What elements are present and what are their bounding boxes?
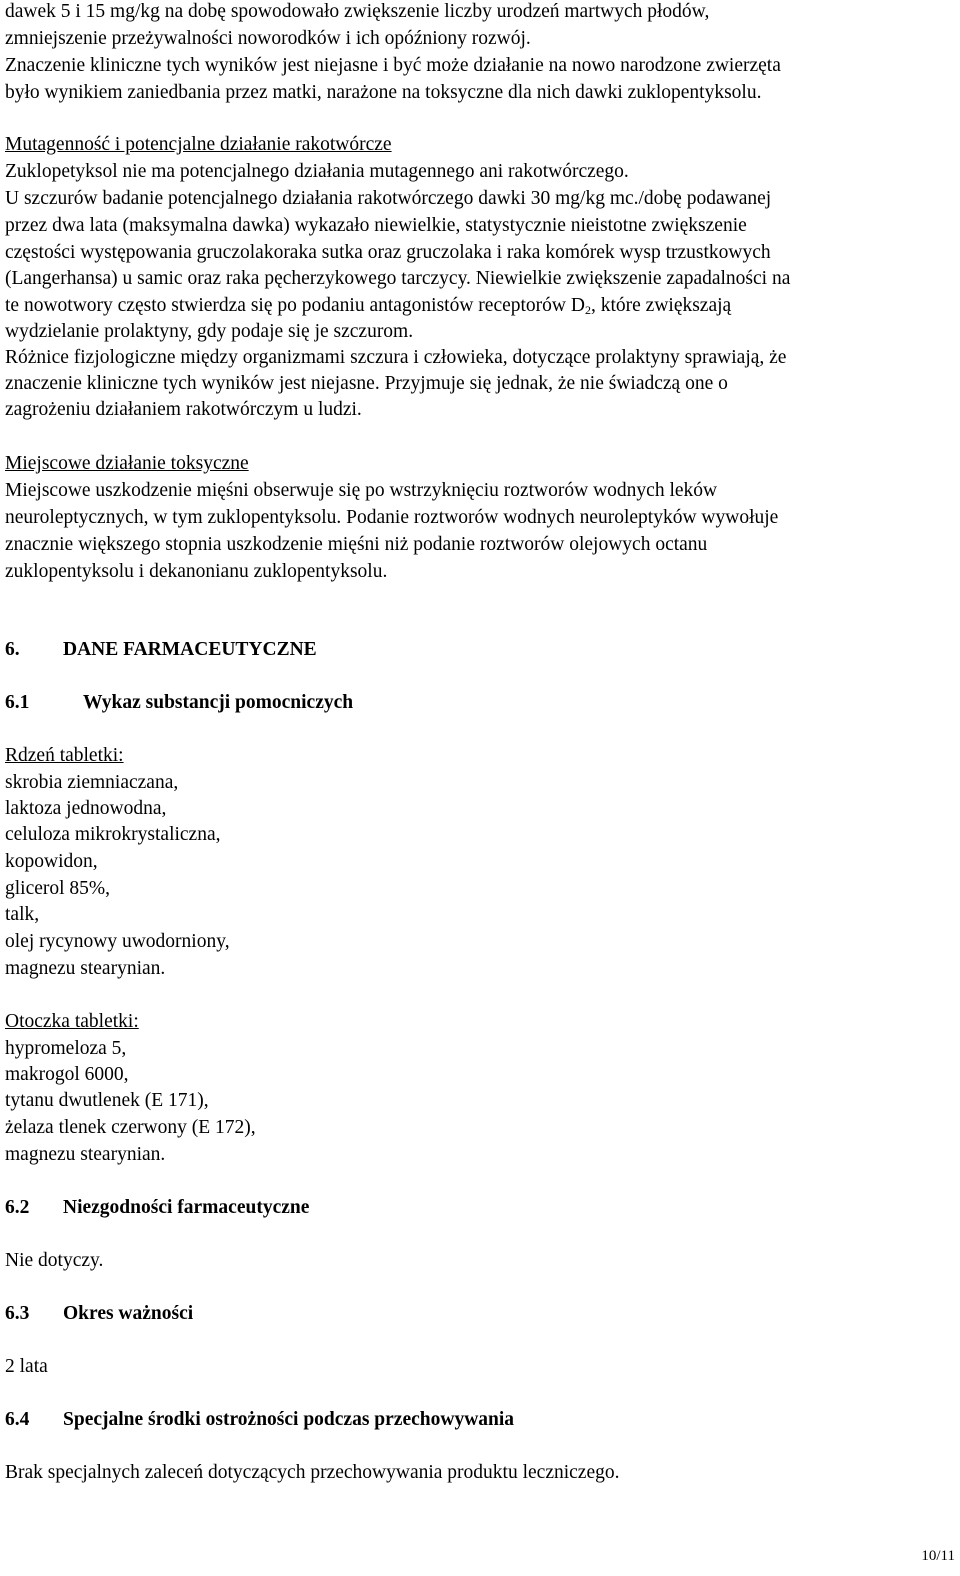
section-63-heading: [5, 1300, 193, 1327]
mutagenicity-line-2: U szczurów badanie potencjalnego działania rakotwórczego dawki 30 mg/kg mc./dobę podawanej: [5, 188, 772, 209]
section-62-text: Nie dotyczy.: [5, 1250, 104, 1271]
coating-heading: Otoczka tabletki:: [5, 1011, 139, 1032]
core-item: skrobia ziemniaczana,: [5, 772, 179, 793]
section-61-title: Wykaz substancji pomocniczych: [83, 692, 354, 713]
core-item: talk,: [5, 904, 40, 925]
section-64-title: Specjalne środki ostrożności podczas przechowywania: [63, 1409, 515, 1430]
core-item: olej rycynowy uwodorniony,: [5, 931, 230, 952]
section-64-text: Brak specjalnych zaleceń dotyczących przechowywania produktu leczniczego.: [5, 1462, 620, 1483]
core-item: glicerol 85%,: [5, 878, 111, 899]
section-6-heading: [5, 636, 317, 663]
coating-item: hypromeloza 5,: [5, 1038, 127, 1059]
section-62-heading: [5, 1194, 309, 1221]
mutagenicity-line-6-tail: , które zwiększają: [590, 295, 732, 316]
mutagenicity-line-3: przez dwa lata (maksymalna dawka) wykazało niewielkie, statystycznie nieistotne zwiększenie: [5, 215, 747, 236]
section-61-heading: [5, 689, 353, 716]
local-toxicity-line-3: znacznie większego stopnia uszkodzenie mięśni niż podanie roztworów olejowych octanu: [5, 534, 708, 555]
section-6-number: 6.: [5, 639, 20, 660]
core-item: kopowidon,: [5, 851, 98, 872]
local-toxicity-line-4: zuklopentyksolu i dekanonianu zuklopentyksolu.: [5, 561, 388, 582]
mutagenicity-line-7: wydzielanie prolaktyny, gdy podaje się je szczurom.: [5, 321, 414, 342]
section-64-number: 6.4: [5, 1409, 30, 1430]
section-62-number: 6.2: [5, 1197, 30, 1218]
section-62-title: Niezgodności farmaceutyczne: [63, 1197, 310, 1218]
subscript: 2: [584, 303, 591, 317]
local-toxicity-heading: Miejscowe działanie toksyczne: [5, 453, 249, 474]
mutagenicity-line-4: częstości występowania gruczolakoraka sutka oraz gruczolaka i raka komórek wysp trzustkowych: [5, 242, 771, 263]
mutagenicity-line-10: zagrożeniu działaniem rakotwórczym u ludzi.: [5, 399, 362, 420]
intro-line-3: Znaczenie kliniczne tych wyników jest niejasne i być może działanie na nowo narodzone zwierzęta: [5, 55, 781, 76]
core-item: celuloza mikrokrystaliczna,: [5, 824, 221, 845]
core-item: magnezu stearynian.: [5, 958, 166, 979]
local-toxicity-line-1: Miejscowe uszkodzenie mięśni obserwuje się po wstrzyknięciu roztworów wodnych leków: [5, 480, 718, 501]
intro-line-1: dawek 5 i 15 mg/kg na dobę spowodowało zwiększenie liczby urodzeń martwych płodów,: [5, 1, 710, 22]
section-6-title: DANE FARMACEUTYCZNE: [63, 639, 317, 660]
mutagenicity-line-8: Różnice fizjologiczne między organizmami szczura i człowieka, dotyczące prolaktyny sprawiają, że: [5, 347, 787, 368]
core-item: laktoza jednowodna,: [5, 798, 167, 819]
section-61-number: 6.1: [5, 692, 30, 713]
section-64-heading: [5, 1406, 514, 1433]
mutagenicity-line-1: Zuklopetyksol nie ma potencjalnego działania mutagennego ani rakotwórczego.: [5, 161, 629, 182]
mutagenicity-line-9: znaczenie kliniczne tych wyników jest niejasne. Przyjmuje się jednak, że nie świadczą one o: [5, 373, 728, 394]
coating-item: żelaza tlenek czerwony (E 172),: [5, 1117, 256, 1138]
local-toxicity-line-2: neuroleptycznych, w tym zuklopentyksolu. Podanie roztworów wodnych neuroleptyków wywołuje: [5, 507, 779, 528]
coating-item: makrogol 6000,: [5, 1064, 129, 1085]
page-number: 10/11: [921, 1548, 955, 1564]
mutagenicity-line-5: (Langerhansa) u samic oraz raka pęcherzykowego tarczycy. Niewielkie zwiększenie zapadalności na: [5, 268, 791, 289]
section-63-number: 6.3: [5, 1303, 30, 1324]
mutagenicity-heading: Mutagenność i potencjalne działanie rakotwórcze: [5, 134, 392, 155]
section-63-text: 2 lata: [5, 1356, 48, 1377]
core-heading: Rdzeń tabletki:: [5, 745, 124, 766]
section-63-title: Okres ważności: [63, 1303, 194, 1324]
coating-item: tytanu dwutlenek (E 171),: [5, 1090, 209, 1111]
coating-item: magnezu stearynian.: [5, 1144, 166, 1165]
intro-line-4: było wynikiem zaniedbania przez matki, narażone na toksyczne dla nich dawki zuklopentyksolu.: [5, 82, 762, 103]
intro-line-2: zmniejszenie przeżywalności noworodków i ich opóźniony rozwój.: [5, 28, 531, 49]
mutagenicity-line-6-text: te nowotwory często stwierdza się po podaniu antagonistów receptorów D: [5, 295, 585, 316]
